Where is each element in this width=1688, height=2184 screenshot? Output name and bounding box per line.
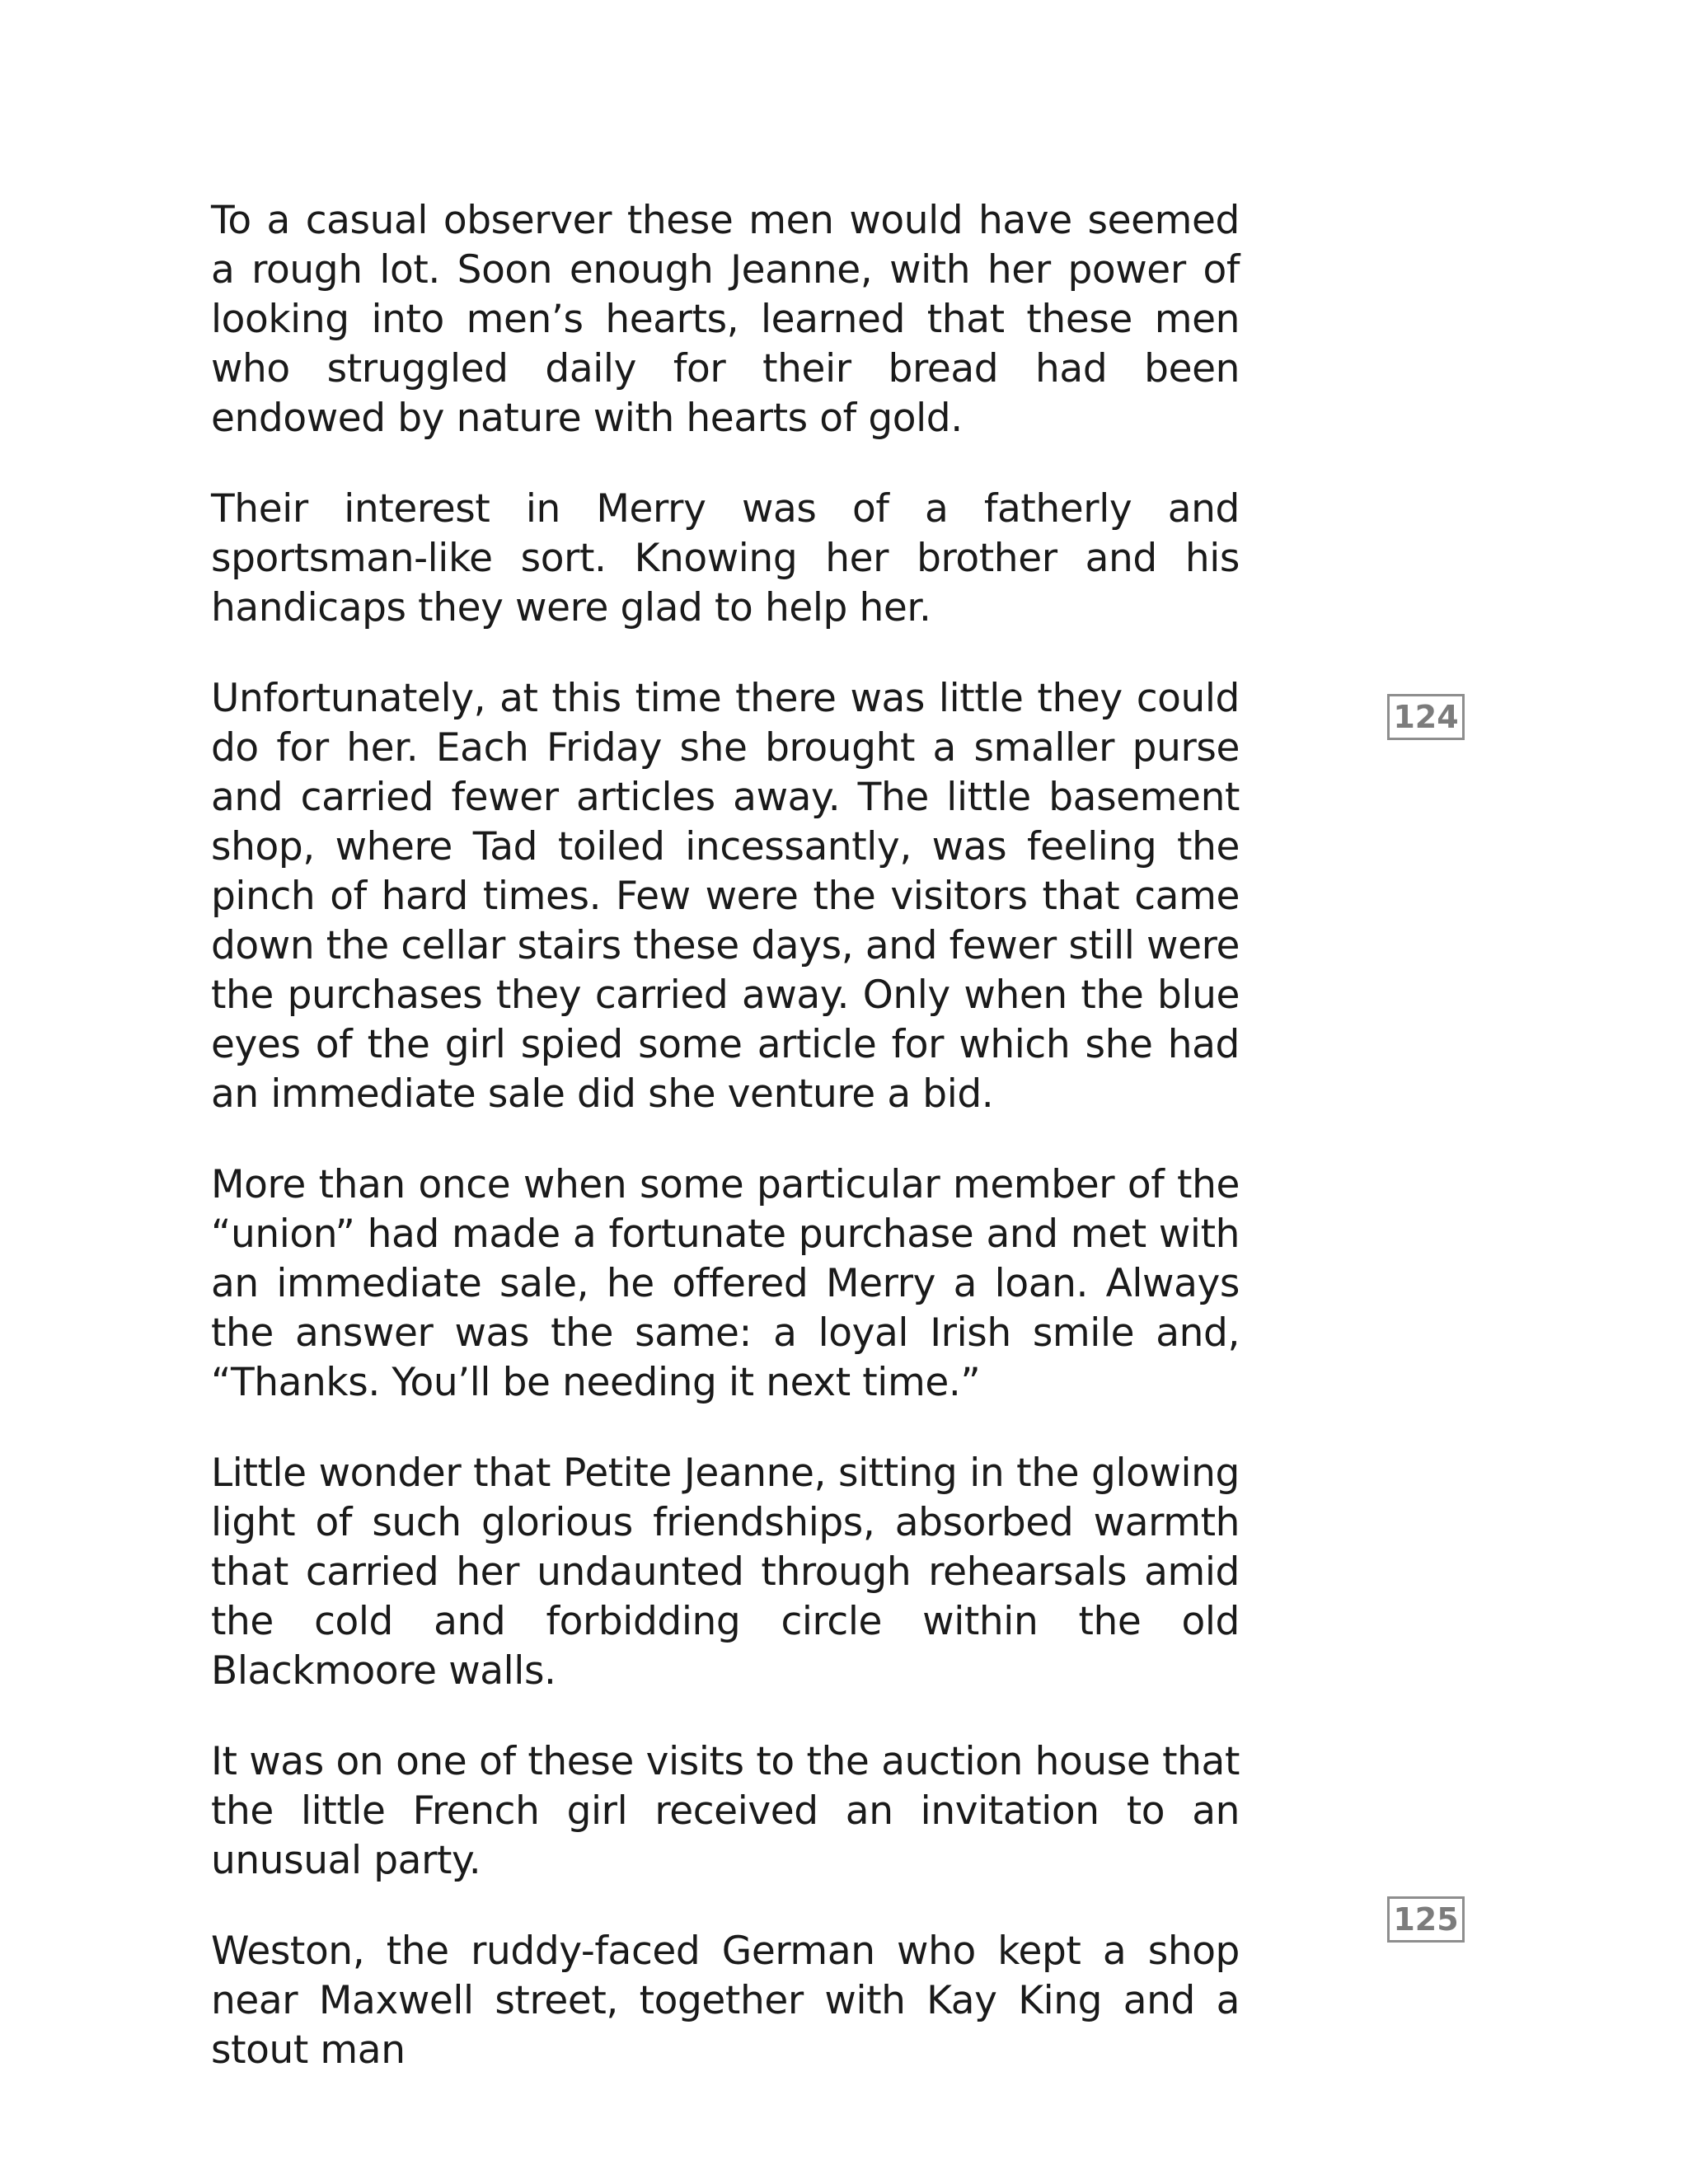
page-marker-125: 125 (1387, 1896, 1465, 1943)
paragraph-2: Their interest in Merry was of a fatherly and sportsman-like sort. Knowing her brother and his handicaps they were glad to help her. (211, 486, 1240, 630)
body-text (211, 196, 1240, 2116)
paragraph-3: Unfortunately, at this time there was little they could do for her. Each Friday she brought a smaller purse and carried fewer articles away. The little basement shop, where Tad toiled incessantly, was feeling the pinch of hard times. Few were the visitors that came down the cellar stairs these days, and fewer still were the purchases they carried away. Only when the blue eyes of the girl spied some article for which she had an immediate sale did she venture a bid. (211, 676, 1240, 1117)
paragraph-7: Weston, the ruddy-faced German who kept a shop near Maxwell street, together with Kay King and a stout man (211, 1929, 1240, 2073)
paragraph-6: It was on one of these visits to the auction house that the little French girl received an invitation to an unusual party. (211, 1739, 1240, 1883)
page-marker-124: 124 (1387, 694, 1465, 740)
paragraph-1: To a casual observer these men would have seemed a rough lot. Soon enough Jeanne, with her power of looking into men’s hearts, learned that these men who struggled daily for their bread had been endowed by nature with hearts of gold. (211, 198, 1240, 441)
paragraph-5: Little wonder that Petite Jeanne, sitting in the glowing light of such glorious friendships, absorbed warmth that carried her undaunted through rehearsals amid the cold and forbidding circle within the old Blackmoore walls. (211, 1451, 1240, 1694)
paragraph-4: More than once when some particular member of the “union” had made a fortunate purchase and met with an immediate sale, he offered Merry a loan. Always the answer was the same: a loyal Irish smile and, “Thanks. You’ll be needing it next time.” (211, 1162, 1240, 1405)
